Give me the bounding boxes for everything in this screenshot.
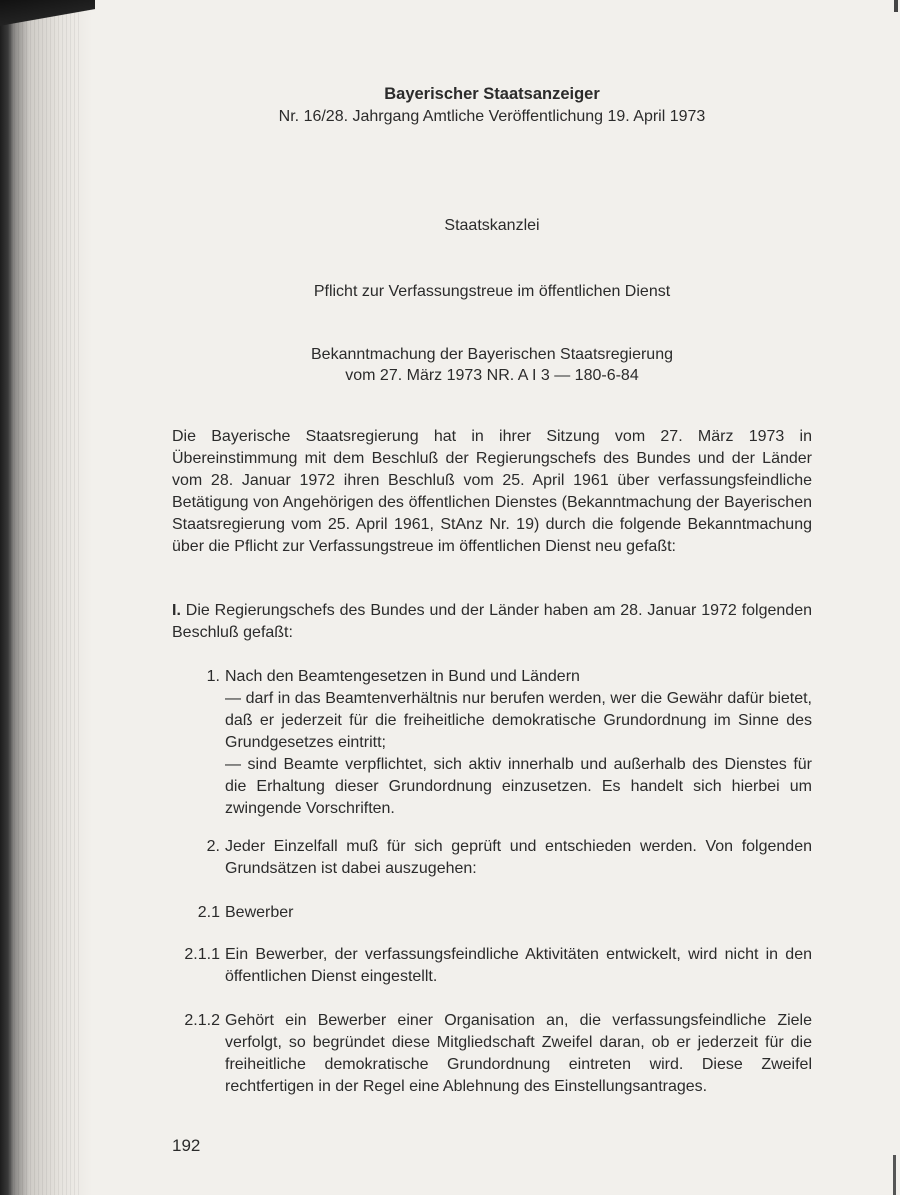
intro-paragraph: Die Bayerische Staatsregierung hat in ihrer Sitzung vom 27. März 1973 in Übereinstimmung mit dem Beschluß der Regierungschefs des Bundes und der Länder vom 28. Januar 1972 ihren Beschluß vom 25. April 1961 über verfassungsfeindliche Betätigung von Angehörigen des öffentlichen Dienstes (Bekanntmachung der Bayerischen Staatsregierung vom 25. April 1961, StAnz Nr. 19) durch die folgende Bekanntmachung über die Pflicht zur Verfassungstreue im öffentlichen Dienst neu gefaßt: <box>172 428 812 555</box>
book-binding-edge <box>0 0 92 1195</box>
subject-heading: Pflicht zur Verfassungstreue im öffentlichen Dienst <box>313 283 671 300</box>
scan-edge-mark <box>893 1155 896 1195</box>
authority: Staatskanzlei <box>444 217 540 234</box>
section-marker: I. <box>172 602 181 619</box>
item-number: 1. <box>206 668 220 685</box>
item-text: Gehört ein Bewerber einer Organisation an, die verfassungsfeindliche Ziele verfolgt, so begründet diese Mitgliedschaft Zweifel daran, ob er jederzeit für die freiheitliche demokratische Grundordnung eintreten wird. Diese Zweifel rechtfertigen in der Regel eine Ablehnung des Einstellungsantrages. <box>225 1012 812 1095</box>
item-dash-2: — sind Beamte verpflichtet, sich aktiv innerhalb und außerhalb des Dienstes für die Erhaltung dieser Grundordnung einzusetzen. Es handelt sich hierbei um zwingende Vorschriften. <box>225 756 812 817</box>
notice-line-2: vom 27. März 1973 NR. A I 3 — 180-6-84 <box>345 367 639 384</box>
item-dash-1: — darf in das Beamtenverhältnis nur berufen werden, wer die Gewähr dafür bietet, daß er jederzeit für die freiheitliche demokratische Grundordnung im Sinne des Grundgesetzes eintritt; <box>225 690 812 751</box>
item-text: Jeder Einzelfall muß für sich geprüft und entschieden werden. Von folgenden Grundsätzen ist dabei auszugehen: <box>225 838 812 877</box>
page-number: 192 <box>172 1136 201 1155</box>
notice-line-1: Bekanntmachung der Bayerischen Staatsregierung <box>311 346 673 363</box>
publication-title: Bayerischer Staatsanzeiger <box>384 85 600 103</box>
section-i <box>172 600 812 644</box>
item-number: 2.1.1 <box>184 946 220 963</box>
issue-line: Nr. 16/28. Jahrgang Amtliche Veröffentlichung 19. April 1973 <box>278 108 706 125</box>
item-number: 2.1 <box>197 904 220 921</box>
item-number: 2.1.2 <box>184 1012 220 1029</box>
item-text: Bewerber <box>225 904 294 921</box>
item-text: Ein Bewerber, der verfassungsfeindliche Aktivitäten entwickelt, wird nicht in den öffentlichen Dienst eingestellt. <box>225 946 812 985</box>
item-text <box>225 666 812 820</box>
item-number: 2. <box>206 838 220 855</box>
section-text: Die Regierungschefs des Bundes und der Länder haben am 28. Januar 1972 folgenden Beschluß gefaßt: <box>172 602 812 641</box>
scan-edge-mark <box>894 0 898 12</box>
scan-corner-shadow <box>0 0 95 40</box>
item-lead: Nach den Beamtengesetzen in Bund und Ländern <box>225 668 580 685</box>
